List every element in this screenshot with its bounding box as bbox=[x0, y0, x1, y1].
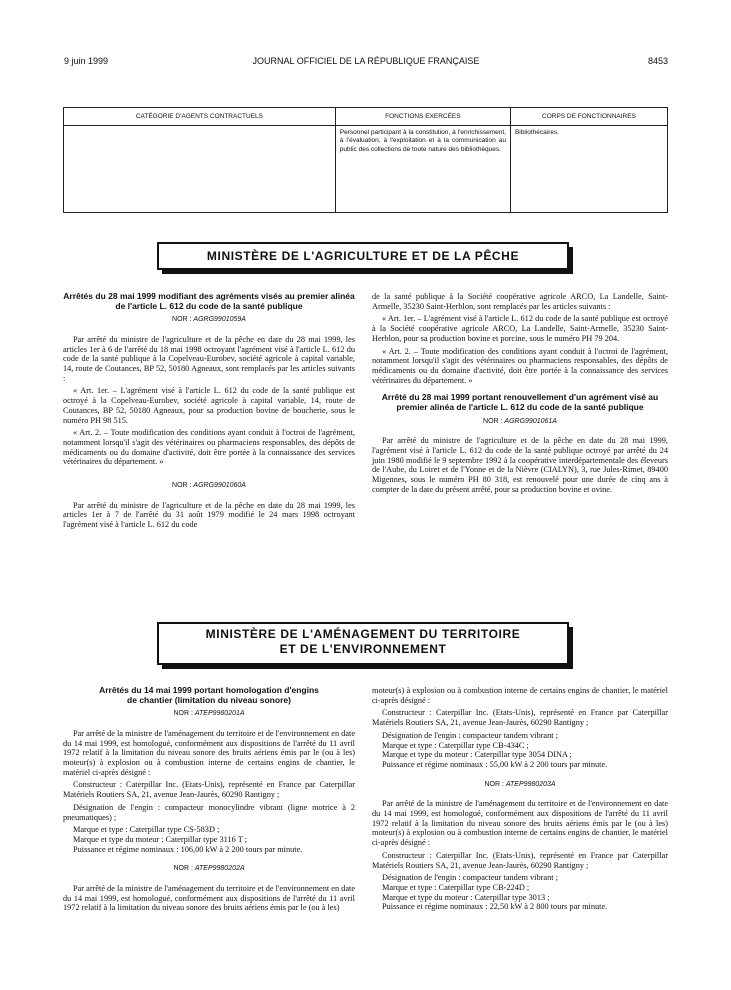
ministry-heading-agriculture bbox=[157, 242, 569, 270]
agri-right-column bbox=[372, 292, 668, 497]
paragraph: Par arrêté du ministre de l'agriculture et de la pêche en date du 28 mai 1999, les articles 1er à 6 de l'arrêté du 18 mai 1998 octroyant l'agrément visé à l'article L. 612 du code de la santé publique à la Copelveau-Eurobev, société agricole à capital variable, 14, route de Coutances, BP 52, 50180 Agneaux, sont remplacés par les articles suivants : bbox=[63, 334, 355, 383]
paragraph: Marque et type : Caterpillar type CS-583D ; bbox=[73, 825, 220, 835]
paragraph: Par arrêté de la ministre de l'aménagement du territoire et de l'environnement en date du 14 mai 1999, est homologué, conformément aux dispositions de l'arrêté du 11 avril 1972 relatif à la limitation du niveau sonore des bruits aériens émis par le (ou à les) moteur(s) à explosion ou à combustion interne de certains engins de chantier, le matériel ci-après désigné : bbox=[372, 799, 668, 848]
paragraph: « Art. 1er. – L'agrément visé à l'article L. 612 du code de la santé publique est octroyé à la Société coopérative agricole ARCO, La Landelle, Saint-Armelle, 35230 Saint-Herblon, pour sa production bovine et porcine, sous le numéro PH 79 204. bbox=[372, 314, 668, 343]
table-header-row bbox=[64, 108, 668, 126]
journal-title: JOURNAL OFFICIEL DE LA RÉPUBLIQUE FRANÇAISE bbox=[252, 56, 480, 66]
paragraph: Constructeur : Caterpillar Inc. (Etats-Unis), représenté en France par Caterpillar Matériels Routiers SA, 21, avenue Jean-Jaurès, 60290 Rantigny ; bbox=[372, 708, 668, 728]
table-row bbox=[64, 126, 668, 213]
agri-left-column bbox=[63, 292, 355, 533]
paragraph: Puissance et régime nominaux : 22,50 kW à 2 800 tours par minute. bbox=[382, 902, 608, 912]
paragraph: Marque et type : Caterpillar type CB-224D ; bbox=[382, 882, 530, 892]
decree-title: Arrêté du 28 mai 1999 portant renouvellement d'un agrément visé au premier alinéa de l'article L. 612 du code de la santé publique bbox=[381, 392, 659, 412]
env-right-column bbox=[372, 686, 668, 915]
paragraph: de la santé publique à la Société coopérative agricole ARCO, La Landelle, Saint-Armelle, 35230 Saint-Herblon, sont remplacés par les articles suivants : bbox=[372, 292, 668, 311]
env-left-column bbox=[63, 686, 355, 916]
paragraph: Par arrêté de la ministre de l'aménagement du territoire et de l'environnement en date du 14 mai 1999, est homologué, conformément aux dispositions de l'arrêté du 11 avril 1972 relatif à la limitation du niveau sonore des bruits aériens émis par le (ou à les) moteur(s) à explosion ou à combustion interne de certains engins de chantier, le matériel ci-après désigné : bbox=[63, 728, 355, 777]
nor-reference: NOR : AGRG9901061A bbox=[483, 417, 557, 425]
issue-date: 9 juin 1999 bbox=[64, 56, 109, 66]
page-number: 8453 bbox=[647, 56, 668, 66]
paragraph: Puissance et régime nominaux : 106,00 kW à 2 200 tours par minute. bbox=[73, 844, 303, 854]
paragraph: Marque et type du moteur : Caterpillar type 3116 T ; bbox=[73, 834, 248, 844]
table-header-cell: FONCTIONS EXERCÉES bbox=[335, 108, 510, 126]
paragraph: Marque et type du moteur : Caterpillar type 3013 ; bbox=[382, 892, 550, 902]
table-cell bbox=[64, 126, 336, 213]
table-header-cell: CATÉGORIE D'AGENTS CONTRACTUELS bbox=[64, 108, 336, 126]
paragraph: moteur(s) à explosion ou à combustion interne de certains engins de chantier, le matériel ci-après désigné : bbox=[372, 686, 668, 705]
paragraph: Par arrêté du ministre de l'agriculture et de la pêche en date du 28 mai 1999, les articles 1er à 7 de l'arrêté du 31 août 1979 modifié le 24 mars 1998 octroyant l'agrément visé à l'article L. 612 du code bbox=[63, 500, 355, 530]
page-header bbox=[64, 56, 668, 68]
paragraph: Puissance et régime nominaux : 55,00 kW à 2 200 tours par minute. bbox=[382, 759, 608, 769]
paragraph: « Art. 2. – Toute modification des conditions ayant conduit à l'octroi de l'agrément, notamment lorsqu'il s'agit des vétérinaires ou pharmaciens responsables, des dépôts de médicaments ou du domaine d'activité, doit être portée à la connaissance des services vétérinaires du département. » bbox=[372, 346, 668, 385]
ministry-title: ET DE L'ENVIRONNEMENT bbox=[279, 642, 447, 656]
paragraph: Marque et type du moteur : Caterpillar type 3054 DINA ; bbox=[382, 750, 572, 760]
table-cell: Personnel participant à la constitution, à l'enrichissement, à l'évaluation, à l'exploitation et à la communication au public des collections de toute nature des bibliothèques. bbox=[335, 126, 510, 213]
paragraph: Marque et type : Caterpillar type CB-434C ; bbox=[382, 740, 529, 750]
nor-reference: NOR : ATEP9980201A bbox=[173, 710, 245, 718]
paragraph: Désignation de l'engin : compacteur tandem vibrant ; bbox=[382, 873, 558, 883]
table-cell: Bibliothécaires. bbox=[510, 126, 667, 213]
nor-reference: NOR : ATEP9980202A bbox=[173, 865, 245, 873]
ministry-title: MINISTÈRE DE L'AGRICULTURE ET DE LA PÊCHE bbox=[206, 249, 520, 263]
nor-reference: NOR : AGRG9901059A bbox=[172, 316, 246, 324]
agents-table bbox=[63, 107, 668, 213]
decree-title: Arrêtés du 14 mai 1999 portant homologation d'engins de chantier (limitation du niveau sonore) bbox=[99, 685, 319, 705]
paragraph: « Art. 2. – Toute modification des conditions ayant conduit à l'octroi de l'agrément, notamment lorsqu'il s'agit des vétérinaires ou pharmaciens responsables, des dépôts de médicaments ou du domaine d'activité, doit être portée à la connaissance des services vétérinaires du département. » bbox=[63, 428, 355, 467]
paragraph: « Art. 1er. – L'agrément visé à l'article L. 612 du code de la santé publique est octroyé à la Copelveau-Eurobev, société agricole à capital variable, 14, route de Coutances, BP 52, 50180 Agneaux, pour sa production bovine de boucherie, sous le numéro PH 98 515. bbox=[63, 386, 355, 425]
decree-title: Arrêtés du 28 mai 1999 modifiant des agréments visés au premier alinéa de l'article L. 612 du code de la santé publique bbox=[63, 291, 355, 311]
paragraph: Désignation de l'engin : compacteur tandem vibrant ; bbox=[382, 730, 558, 740]
paragraph: Désignation de l'engin : compacteur monocylindre vibrant (ligne motrice à 2 pneumatiques) ; bbox=[63, 802, 355, 822]
paragraph: Par arrêté du ministre de l'agriculture et de la pêche en date du 28 mai 1999, l'agrément visé à l'article L. 612 du code de la santé publique octroyé par arrêté du 24 juin 1980 modifié le 9 septembre 1992 à la coopérative interdépartementale des éleveurs de l'Aube, du Loiret et de l'Yonne et de la Nièvre (CIALYN), 3, rue Jules-Rimet, 89400 Migennes, sous le numéro PH 80 318, est renouvelé pour une durée de cinq ans à compter de la date du présent arrêté, pour sa production bovine et ovine. bbox=[372, 436, 668, 494]
nor-reference: NOR : AGRG9901060A bbox=[172, 482, 246, 490]
ministry-title: MINISTÈRE DE L'AMÉNAGEMENT DU TERRITOIRE bbox=[205, 627, 521, 641]
nor-reference: NOR : ATEP9980203A bbox=[484, 780, 556, 788]
paragraph: Constructeur : Caterpillar Inc. (Etats-Unis), représenté en France par Caterpillar Matériels Routiers SA, 21, avenue Jean-Jaurès, 60290 Rantigny ; bbox=[372, 850, 668, 870]
paragraph: Constructeur : Caterpillar Inc. (Etats-Unis), représenté en France par Caterpillar Matériels Routiers SA, 21, avenue Jean-Jaurès, 60290 Rantigny ; bbox=[63, 780, 355, 800]
paragraph: Par arrêté de la ministre de l'aménagement du territoire et de l'environnement en date du 14 mai 1999, est homologué, conformément aux dispositions de l'arrêté du 11 avril 1972 relatif à la limitation du niveau sonore des bruits aériens émis par le (ou à les) bbox=[63, 884, 355, 913]
table-header-cell: CORPS DE FONCTIONNAIRES bbox=[510, 108, 667, 126]
ministry-heading-environment bbox=[157, 622, 569, 665]
